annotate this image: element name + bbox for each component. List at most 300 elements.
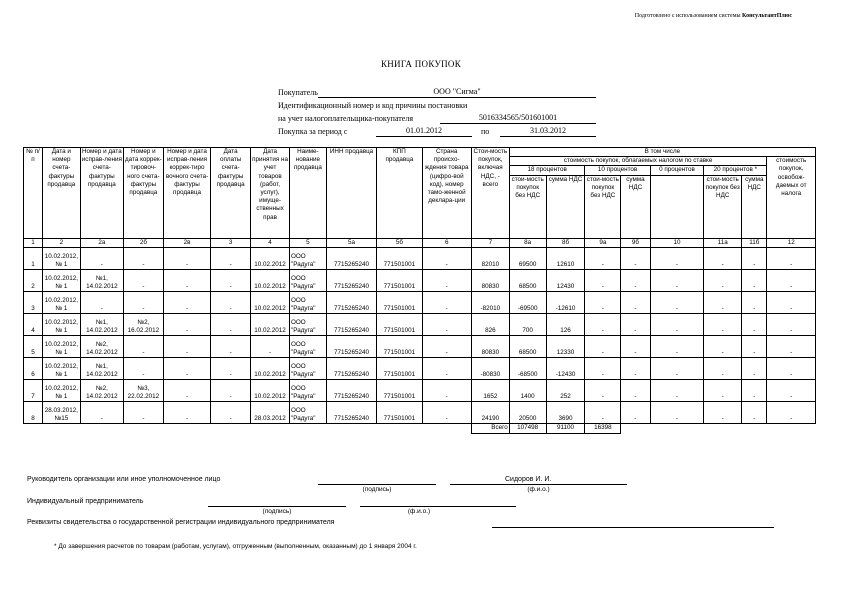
cell-c11a bbox=[704, 335, 742, 357]
row-number: 1 bbox=[31, 260, 35, 268]
value-c12: - bbox=[790, 370, 793, 378]
cell-c11a bbox=[704, 247, 742, 269]
table-row bbox=[24, 357, 816, 379]
h-r18: 18 процентов bbox=[509, 166, 585, 175]
column-number: 2б bbox=[123, 238, 163, 247]
seller-form: ООО bbox=[291, 362, 306, 370]
cell-c9b bbox=[621, 379, 650, 401]
cell-corr bbox=[123, 291, 163, 313]
value-c9a: - bbox=[601, 282, 604, 290]
cell-c11b bbox=[742, 247, 767, 269]
value-c7: 80830 bbox=[481, 348, 500, 356]
h-c4: Дата принятия на учет товаров (работ, услуг), имуще-ственных прав bbox=[251, 148, 290, 239]
fix-date: 14.02.2012 bbox=[86, 370, 118, 378]
seller-name: "Радуга" bbox=[291, 414, 316, 422]
invoice-date: 10.02.2012, bbox=[44, 340, 78, 348]
fix-date: 14.02.2012 bbox=[86, 392, 118, 400]
cell-corr bbox=[123, 269, 163, 291]
cell-inn bbox=[326, 401, 376, 423]
cell-c8a bbox=[509, 379, 546, 401]
buyer-row bbox=[278, 88, 318, 97]
value-c11b: - bbox=[753, 348, 756, 356]
cell-corr bbox=[123, 247, 163, 269]
cell-c9a bbox=[585, 379, 621, 401]
total-label: Всего bbox=[471, 423, 509, 433]
invoice-number: № 1 bbox=[55, 348, 68, 356]
cell-seller bbox=[290, 247, 327, 269]
row-number: 6 bbox=[31, 370, 35, 378]
cell-corr-fix bbox=[163, 269, 210, 291]
head-signature-line bbox=[318, 484, 436, 485]
cell-c8a bbox=[509, 313, 546, 335]
cell-c6 bbox=[422, 401, 471, 423]
value-kpp: 771501001 bbox=[383, 282, 416, 290]
row-number: 8 bbox=[31, 414, 35, 422]
value-c8a: 1400 bbox=[520, 392, 535, 400]
column-number: 9а bbox=[585, 238, 621, 247]
footnote: * До завершения расчетов по товарам (работам, услугам), отгруженным (выполненным, оказанным) до 1 января 2004 г. bbox=[54, 543, 417, 550]
corr-fix: - bbox=[185, 392, 189, 400]
row-number: 7 bbox=[31, 392, 35, 400]
cell-accept bbox=[251, 269, 290, 291]
seller-form: ООО bbox=[291, 252, 306, 260]
value-c8a: 700 bbox=[522, 326, 533, 334]
cell-inn bbox=[326, 313, 376, 335]
h-c7: Стои-мость покупок, включая НДС, - всего bbox=[471, 148, 509, 239]
h-empty-0 bbox=[650, 175, 704, 238]
table-row bbox=[24, 291, 816, 313]
value-c9a: - bbox=[601, 260, 604, 268]
corr-number: №3, bbox=[137, 384, 150, 392]
corr-fix: - bbox=[185, 282, 189, 290]
value-c12: - bbox=[790, 282, 793, 290]
cell-c11b bbox=[742, 379, 767, 401]
corr-date: - bbox=[142, 348, 145, 356]
cell-c11a bbox=[704, 379, 742, 401]
value-c11a: - bbox=[721, 282, 724, 290]
cell-c11a bbox=[704, 401, 742, 423]
value-c12: - bbox=[790, 348, 793, 356]
h-r0: 0 процентов bbox=[650, 166, 704, 175]
invoice-number: № 1 bbox=[55, 282, 68, 290]
cell-corr bbox=[123, 313, 163, 335]
cell-seller bbox=[290, 357, 327, 379]
corr-date: - bbox=[142, 304, 145, 312]
total-c7: 107498 bbox=[509, 423, 546, 433]
cell-invoice bbox=[42, 291, 80, 313]
inn-kpp-value: 5016334565/501601001 bbox=[440, 113, 596, 124]
h-c2a: Номер и дата исправ-ления счета-фактуры продавца bbox=[80, 148, 123, 239]
cell-n bbox=[24, 379, 43, 401]
ip-label: Индивидуальный предприниматель bbox=[27, 498, 144, 505]
invoice-number: № 1 bbox=[55, 326, 68, 334]
value-c11b: - bbox=[753, 392, 756, 400]
cell-accept bbox=[251, 401, 290, 423]
corr-fix: - bbox=[185, 348, 189, 356]
cell-c8a bbox=[509, 247, 546, 269]
cell-corr-fix bbox=[163, 357, 210, 379]
value-inn: 7715265240 bbox=[334, 304, 370, 312]
h-c2b: Номер и дата коррек-тировоч-ного счета-фактуры продавца bbox=[123, 148, 163, 239]
h-c6: Страна происхо-ждения товара (цифро-вой код), номер тамо-женной деклара-ции bbox=[422, 148, 471, 239]
value-inn: 7715265240 bbox=[334, 260, 370, 268]
invoice-date: 10.02.2012, bbox=[44, 274, 78, 282]
cell-invoice bbox=[42, 247, 80, 269]
cell-corr-fix bbox=[163, 335, 210, 357]
cell-c10 bbox=[650, 247, 704, 269]
pay-date: - bbox=[229, 414, 232, 422]
cell-seller bbox=[290, 379, 327, 401]
cell-corr-fix bbox=[163, 401, 210, 423]
cell-corr-fix bbox=[163, 379, 210, 401]
fix-number: №1, bbox=[95, 362, 108, 370]
cell-invoice bbox=[42, 313, 80, 335]
value-c8b: -12430 bbox=[555, 370, 576, 378]
column-number-row bbox=[24, 238, 816, 247]
cell-c9b bbox=[621, 357, 650, 379]
cell-corr-fix bbox=[163, 291, 210, 313]
invoice-date: 28.03.2012, bbox=[44, 406, 78, 414]
column-number: 5а bbox=[326, 238, 376, 247]
invoice-date: 10.02.2012, bbox=[44, 252, 78, 260]
cell-n bbox=[24, 313, 43, 335]
cell-kpp bbox=[377, 247, 422, 269]
accept-date: 10.02.2012 bbox=[254, 392, 286, 400]
cell-c8b bbox=[546, 291, 585, 313]
value-kpp: 771501001 bbox=[383, 260, 416, 268]
cell-c10 bbox=[650, 269, 704, 291]
cell-seller bbox=[290, 269, 327, 291]
seller-form: ООО bbox=[291, 274, 306, 282]
value-c6: - bbox=[445, 414, 448, 422]
column-number: 10 bbox=[650, 238, 704, 247]
cell-fix bbox=[80, 313, 123, 335]
value-c11a: - bbox=[721, 392, 724, 400]
cell-c8b bbox=[546, 357, 585, 379]
value-c9a: - bbox=[601, 348, 604, 356]
value-c11a: - bbox=[721, 414, 724, 422]
cell-c11a bbox=[704, 269, 742, 291]
header-row-1 bbox=[24, 148, 816, 157]
value-kpp: 771501001 bbox=[383, 414, 416, 422]
invoice-number: № 1 bbox=[55, 392, 68, 400]
value-c6: - bbox=[445, 282, 448, 290]
cell-pay bbox=[211, 313, 251, 335]
fix-number: №1, bbox=[95, 318, 108, 326]
cell-c9a bbox=[585, 335, 621, 357]
cell-n bbox=[24, 401, 43, 423]
value-kpp: 771501001 bbox=[383, 370, 416, 378]
cell-invoice bbox=[42, 401, 80, 423]
cell-pay bbox=[211, 269, 251, 291]
pay-date: - bbox=[229, 370, 232, 378]
cell-c10 bbox=[650, 357, 704, 379]
purchase-book-table bbox=[23, 147, 816, 434]
value-c11b: - bbox=[753, 304, 756, 312]
cell-c7 bbox=[471, 291, 509, 313]
pay-date: - bbox=[229, 348, 232, 356]
cell-kpp bbox=[377, 379, 422, 401]
cell-invoice bbox=[42, 357, 80, 379]
cell-c11b bbox=[742, 357, 767, 379]
consultant-note bbox=[635, 13, 792, 19]
value-c12: - bbox=[790, 392, 793, 400]
head-label: Руководитель организации или иное уполномоченное лицо bbox=[27, 476, 221, 483]
pay-date: - bbox=[229, 392, 232, 400]
value-c8b: -12610 bbox=[555, 304, 576, 312]
value-c9b: - bbox=[634, 370, 637, 378]
value-c9b: - bbox=[634, 260, 637, 268]
value-c7: 826 bbox=[485, 326, 496, 334]
value-c8a: 69500 bbox=[518, 260, 537, 268]
value-c11a: - bbox=[721, 326, 724, 334]
value-c7: 80830 bbox=[481, 282, 500, 290]
cell-c10 bbox=[650, 313, 704, 335]
cell-c9a bbox=[585, 247, 621, 269]
cell-fix bbox=[80, 269, 123, 291]
value-c10: - bbox=[675, 260, 679, 268]
inn-label-1: Идентификационный номер и код причины постановки bbox=[278, 101, 468, 110]
accept-date: 10.02.2012 bbox=[254, 282, 286, 290]
value-c11b: - bbox=[753, 282, 756, 290]
cell-seller bbox=[290, 313, 327, 335]
column-number: 8б bbox=[546, 238, 585, 247]
cell-c12 bbox=[767, 379, 816, 401]
cell-c12 bbox=[767, 335, 816, 357]
seller-name: "Радуга" bbox=[291, 282, 316, 290]
cell-kpp bbox=[377, 291, 422, 313]
cell-c11b bbox=[742, 335, 767, 357]
cell-accept bbox=[251, 291, 290, 313]
head-name: Сидоров И. И. bbox=[505, 476, 552, 483]
seller-form: ООО bbox=[291, 318, 306, 326]
value-c6: - bbox=[445, 392, 448, 400]
cell-corr bbox=[123, 335, 163, 357]
corr-date: - bbox=[142, 414, 145, 422]
cell-invoice bbox=[42, 269, 80, 291]
corr-fix: - bbox=[185, 326, 189, 334]
cell-c8b bbox=[546, 401, 585, 423]
value-inn: 7715265240 bbox=[334, 370, 370, 378]
cell-seller bbox=[290, 401, 327, 423]
cell-n bbox=[24, 269, 43, 291]
cell-c9b bbox=[621, 401, 650, 423]
value-kpp: 771501001 bbox=[383, 304, 416, 312]
cell-c12 bbox=[767, 291, 816, 313]
table-row bbox=[24, 247, 816, 269]
column-number: 9б bbox=[621, 238, 650, 247]
column-number: 5 bbox=[290, 238, 327, 247]
cell-pay bbox=[211, 357, 251, 379]
fix-date: - bbox=[100, 260, 103, 268]
value-c8b: 12430 bbox=[556, 282, 575, 290]
period-to: 31.03.2012 bbox=[500, 126, 596, 137]
cell-c8b bbox=[546, 313, 585, 335]
accept-date: - bbox=[269, 348, 272, 356]
table-row bbox=[24, 269, 816, 291]
invoice-date: 10.02.2012, bbox=[44, 318, 78, 326]
cell-fix bbox=[80, 291, 123, 313]
buyer-value: ООО "Сигма" bbox=[318, 87, 596, 98]
seller-name: "Радуга" bbox=[291, 304, 316, 312]
cell-c7 bbox=[471, 335, 509, 357]
value-c12: - bbox=[790, 414, 793, 422]
cell-corr bbox=[123, 357, 163, 379]
cert-label: Реквизиты свидетельства о государственной регистрации индивидуального предпринимателя bbox=[27, 519, 335, 526]
row-number: 3 bbox=[31, 304, 35, 312]
period-to-label: по bbox=[481, 127, 490, 136]
cell-c9b bbox=[621, 335, 650, 357]
value-inn: 7715265240 bbox=[334, 326, 370, 334]
total-c8a: 91100 bbox=[546, 423, 585, 433]
cell-c9a bbox=[585, 401, 621, 423]
cell-c6 bbox=[422, 291, 471, 313]
column-number: 2а bbox=[80, 238, 123, 247]
value-c9a: - bbox=[601, 370, 604, 378]
cell-c7 bbox=[471, 379, 509, 401]
value-c7: 1652 bbox=[483, 392, 498, 400]
cell-c8a bbox=[509, 401, 546, 423]
h-incl: В том числе bbox=[509, 148, 815, 157]
invoice-number: № 1 bbox=[55, 370, 68, 378]
column-number: 2 bbox=[42, 238, 80, 247]
cell-c10 bbox=[650, 335, 704, 357]
h-c2v: Номер и дата исправ-ления коррек-тиро вочного счета-фактуры продавца bbox=[163, 148, 210, 239]
cell-c9b bbox=[621, 313, 650, 335]
value-c11a: - bbox=[721, 304, 724, 312]
value-c8b: 3690 bbox=[558, 414, 573, 422]
cell-c7 bbox=[471, 401, 509, 423]
value-c9b: - bbox=[634, 304, 637, 312]
value-c10: - bbox=[675, 414, 679, 422]
cell-kpp bbox=[377, 313, 422, 335]
value-c11b: - bbox=[753, 414, 756, 422]
cell-inn bbox=[326, 335, 376, 357]
value-c7: -82010 bbox=[480, 304, 501, 312]
value-inn: 7715265240 bbox=[334, 414, 370, 422]
invoice-date: 10.02.2012, bbox=[44, 384, 78, 392]
h-c2: Дата и номер счета-фактуры продавца bbox=[42, 148, 80, 239]
cell-c6 bbox=[422, 269, 471, 291]
value-c8b: 252 bbox=[560, 392, 571, 400]
value-c8a: -68500 bbox=[517, 370, 538, 378]
value-c9b: - bbox=[634, 348, 637, 356]
seller-name: "Радуга" bbox=[291, 260, 316, 268]
cell-n bbox=[24, 247, 43, 269]
fix-date: 14.02.2012 bbox=[86, 348, 118, 356]
cell-c6 bbox=[422, 313, 471, 335]
cell-corr bbox=[123, 401, 163, 423]
cell-c8b bbox=[546, 269, 585, 291]
value-c12: - bbox=[790, 326, 793, 334]
value-c7: 82010 bbox=[481, 260, 500, 268]
accept-date: 10.02.2012 bbox=[254, 370, 286, 378]
buyer-label: Покупатель bbox=[278, 88, 318, 97]
cell-c11a bbox=[704, 313, 742, 335]
note-brand: КонсультантПлюс bbox=[742, 13, 792, 19]
value-c11b: - bbox=[753, 260, 756, 268]
cell-c8a bbox=[509, 269, 546, 291]
value-c9a: - bbox=[601, 304, 604, 312]
cell-pay bbox=[211, 247, 251, 269]
value-c10: - bbox=[675, 392, 679, 400]
h-r20: 20 процентов * bbox=[704, 166, 767, 175]
h-c5b: КПП продавца bbox=[377, 148, 422, 239]
cell-c7 bbox=[471, 247, 509, 269]
value-c10: - bbox=[675, 348, 679, 356]
fix-date: 14.02.2012 bbox=[86, 282, 118, 290]
fix-number: №2, bbox=[95, 340, 108, 348]
cert-line bbox=[492, 527, 774, 528]
table-row bbox=[24, 401, 816, 423]
cell-c7 bbox=[471, 269, 509, 291]
value-c10: - bbox=[675, 282, 679, 290]
cell-c12 bbox=[767, 247, 816, 269]
head-sign-caption: (подпись) bbox=[362, 486, 392, 493]
value-inn: 7715265240 bbox=[334, 348, 370, 356]
value-c10: - bbox=[675, 326, 679, 334]
column-number: 1 bbox=[24, 238, 43, 247]
value-c8a: 20500 bbox=[518, 414, 537, 422]
ip-signature-line bbox=[208, 506, 346, 507]
column-number: 12 bbox=[767, 238, 816, 247]
column-number: 3 bbox=[211, 238, 251, 247]
cell-c10 bbox=[650, 401, 704, 423]
fix-date: - bbox=[100, 414, 103, 422]
column-number: 2в bbox=[163, 238, 210, 247]
fix-number: №2, bbox=[95, 384, 108, 392]
value-c8a: -69500 bbox=[517, 304, 538, 312]
cell-seller bbox=[290, 335, 327, 357]
cell-pay bbox=[211, 379, 251, 401]
value-c11a: - bbox=[721, 348, 724, 356]
pay-date: - bbox=[229, 326, 232, 334]
cell-fix bbox=[80, 379, 123, 401]
cell-c12 bbox=[767, 357, 816, 379]
column-number: 5б bbox=[377, 238, 422, 247]
seller-form: ООО bbox=[291, 340, 306, 348]
ip-sign-caption: (подпись) bbox=[262, 508, 292, 515]
value-c8a: 68500 bbox=[518, 282, 537, 290]
cell-corr-fix bbox=[163, 247, 210, 269]
table-row bbox=[24, 379, 816, 401]
seller-name: "Радуга" bbox=[291, 326, 316, 334]
cell-inn bbox=[326, 357, 376, 379]
corr-date: - bbox=[142, 260, 145, 268]
seller-form: ООО bbox=[291, 296, 306, 304]
cell-c12 bbox=[767, 313, 816, 335]
cell-inn bbox=[326, 247, 376, 269]
head-fio-caption: (ф.и.о.) bbox=[527, 486, 550, 493]
period-from: 01.01.2012 bbox=[376, 126, 472, 137]
value-c6: - bbox=[445, 260, 448, 268]
value-c6: - bbox=[445, 304, 448, 312]
cell-c11b bbox=[742, 269, 767, 291]
head-name-line bbox=[450, 484, 627, 485]
cell-invoice bbox=[42, 379, 80, 401]
page-title: КНИГА ПОКУПОК bbox=[380, 59, 462, 69]
h-vat-18: сумма НДС bbox=[546, 175, 585, 238]
cell-c8a bbox=[509, 335, 546, 357]
cell-accept bbox=[251, 379, 290, 401]
value-c9b: - bbox=[634, 414, 637, 422]
fix-number: №1, bbox=[95, 274, 108, 282]
column-number: 6 bbox=[422, 238, 471, 247]
invoice-number: № 1 bbox=[55, 304, 68, 312]
cell-c9b bbox=[621, 269, 650, 291]
value-c11a: - bbox=[721, 370, 724, 378]
value-inn: 7715265240 bbox=[334, 282, 370, 290]
